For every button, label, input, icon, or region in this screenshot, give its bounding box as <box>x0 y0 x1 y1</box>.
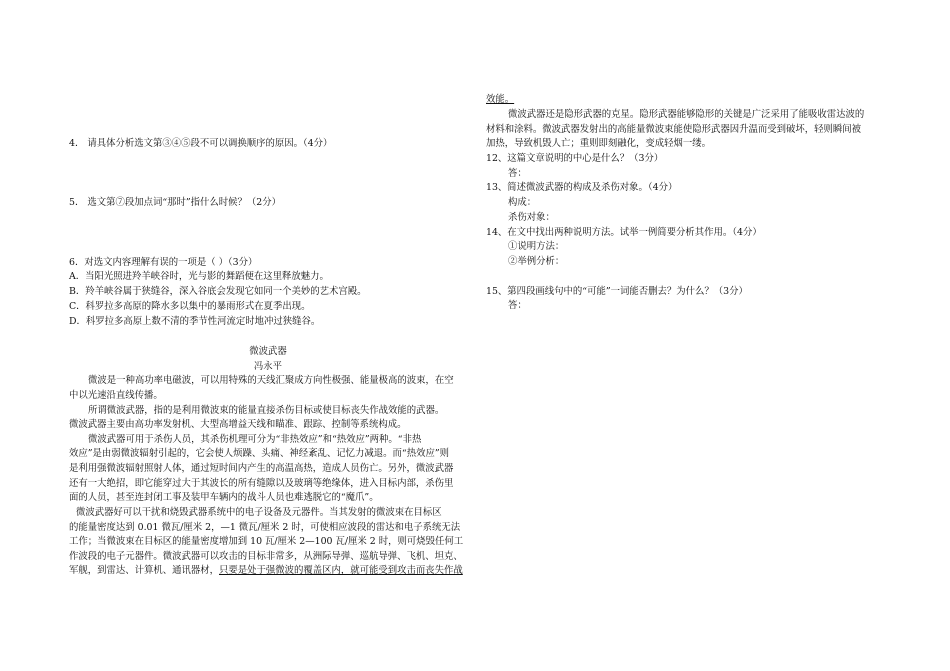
article-line-last <box>69 564 463 577</box>
article-line: 面的人员，甚至连封闭工事及装甲车辆内的战斗人员也难逃脱它的“魔爪”。 <box>69 492 379 503</box>
question-6-option-b: B．羚羊峡谷属于狭缝谷，深入谷底会发现它如同一个美妙的艺术宫殿。 <box>69 286 367 297</box>
article-line: 中以光速沿直线传播。 <box>69 390 163 401</box>
underlined-sentence: 只要是处于强微波的覆盖区内，就可能受到攻击而丧失作战 <box>219 565 463 576</box>
article-line: 微波武器好可以干扰和烧毁武器系统中的电子设备及元器件。当其发射的微波束在目标区 <box>76 507 442 518</box>
question-6-option-d: D．科罗拉多高原上数不清的季节性河流定时地冲过狭缝谷。 <box>69 316 321 327</box>
article-line: 所谓微波武器，指的是利用微波束的能量直接杀伤目标或使目标丧失作战效能的武器。 <box>88 405 445 416</box>
q13-composition-label: 构成： <box>508 197 537 208</box>
q14-method-label: ①说明方法： <box>508 241 565 252</box>
paragraph-line: 材料和涂料。微波武器发射出的高能量微波束能使隐形武器因升温而受到破坏，轻则瞬间被 <box>486 124 862 135</box>
question-6-option-c: C．科罗拉多高原的降水多以集中的暴雨形式在夏季出现。 <box>69 301 311 312</box>
article-line: 微波武器主要由高功率发射机、大型高增益天线和瞄准、跟踪、控制等系统构成。 <box>69 419 407 430</box>
underlined-continuation: 效能。 <box>486 94 515 105</box>
question-6-option-a: A．当阳光照进羚羊峡谷时，光与影的舞蹈便在这里释放魅力。 <box>69 271 329 282</box>
article-line-plain: 军舰，到雷达、计算机、通讯器材， <box>69 565 220 576</box>
paragraph-line: 微波武器还是隐形武器的克星。隐形武器能够隐形的关键是广泛采用了能吸收雷达波的 <box>508 109 865 120</box>
answer-label: 答： <box>508 300 527 311</box>
answer-label: 答： <box>508 168 527 179</box>
question-5: 5． 选文第⑦段加点词“那时”指什么时候？（2分） <box>69 197 281 208</box>
article-line: 的能量密度达到 0.01 微瓦/厘米 2，—1 微瓦/厘米 2 时，可使相应波段的雷达和电子系统无法 <box>69 522 461 533</box>
question-4: 4． 请具体分析选文第③④⑤段不可以调换顺序的原因。（4分） <box>69 138 333 149</box>
article-line: 微波是一种高功率电磁波，可以用特殊的天线汇聚成方向性极强、能量极高的波束，在空 <box>88 375 454 386</box>
question-14: 14、在文中找出两种说明方法。试举一例简要分析其作用。（4分） <box>486 227 762 238</box>
article-title: 微波武器 <box>249 346 287 357</box>
article-line: 效应”是由弱微波辐射引起的，它会使人烦躁、头痛、神经紊乱、记忆力减退。而“热效应”则 <box>69 448 450 459</box>
article-line: 工作；当微波束在目标区的能量密度增加到 10 瓦/厘米 2—100 瓦/厘米 2 时，则可烧毁任何工 <box>69 536 464 547</box>
q14-example-label: ②举例分析： <box>508 256 565 267</box>
question-12: 12、这篇文章说明的中心是什么？（3分） <box>486 153 664 164</box>
article-line: 还有一大绝招，即它能穿过大于其波长的所有缝隙以及玻璃等绝缘体，进入目标内部，杀伤里 <box>69 478 454 489</box>
article-line: 微波武器可用于杀伤人员，其杀伤机理可分为“非热效应”和“热效应”两种。“非热 <box>88 434 422 445</box>
question-13: 13、简述微波武器的构成及杀伤对象。（4分） <box>486 182 678 193</box>
question-6-stem: 6．对选文内容理解有误的一项是（ ）（3分） <box>69 257 258 268</box>
article-author: 冯永平 <box>253 361 283 372</box>
article-line: 作波段的电子元器件。微波武器可以攻击的目标非常多，从洲际导弹、巡航导弹、飞机、坦克、 <box>69 551 463 562</box>
paragraph-line: 加热，导致机毁人亡；重则即刻融化，变成轻烟一缕。 <box>486 138 712 149</box>
q13-target-label: 杀伤对象： <box>508 212 555 223</box>
article-line: 是利用强微波辐射照射人体，通过短时间内产生的高温高热，造成人员伤亡。另外，微波武器 <box>69 463 454 474</box>
question-15: 15、第四段画线句中的“可能”一词能否删去？为什么？（3分） <box>486 286 748 297</box>
